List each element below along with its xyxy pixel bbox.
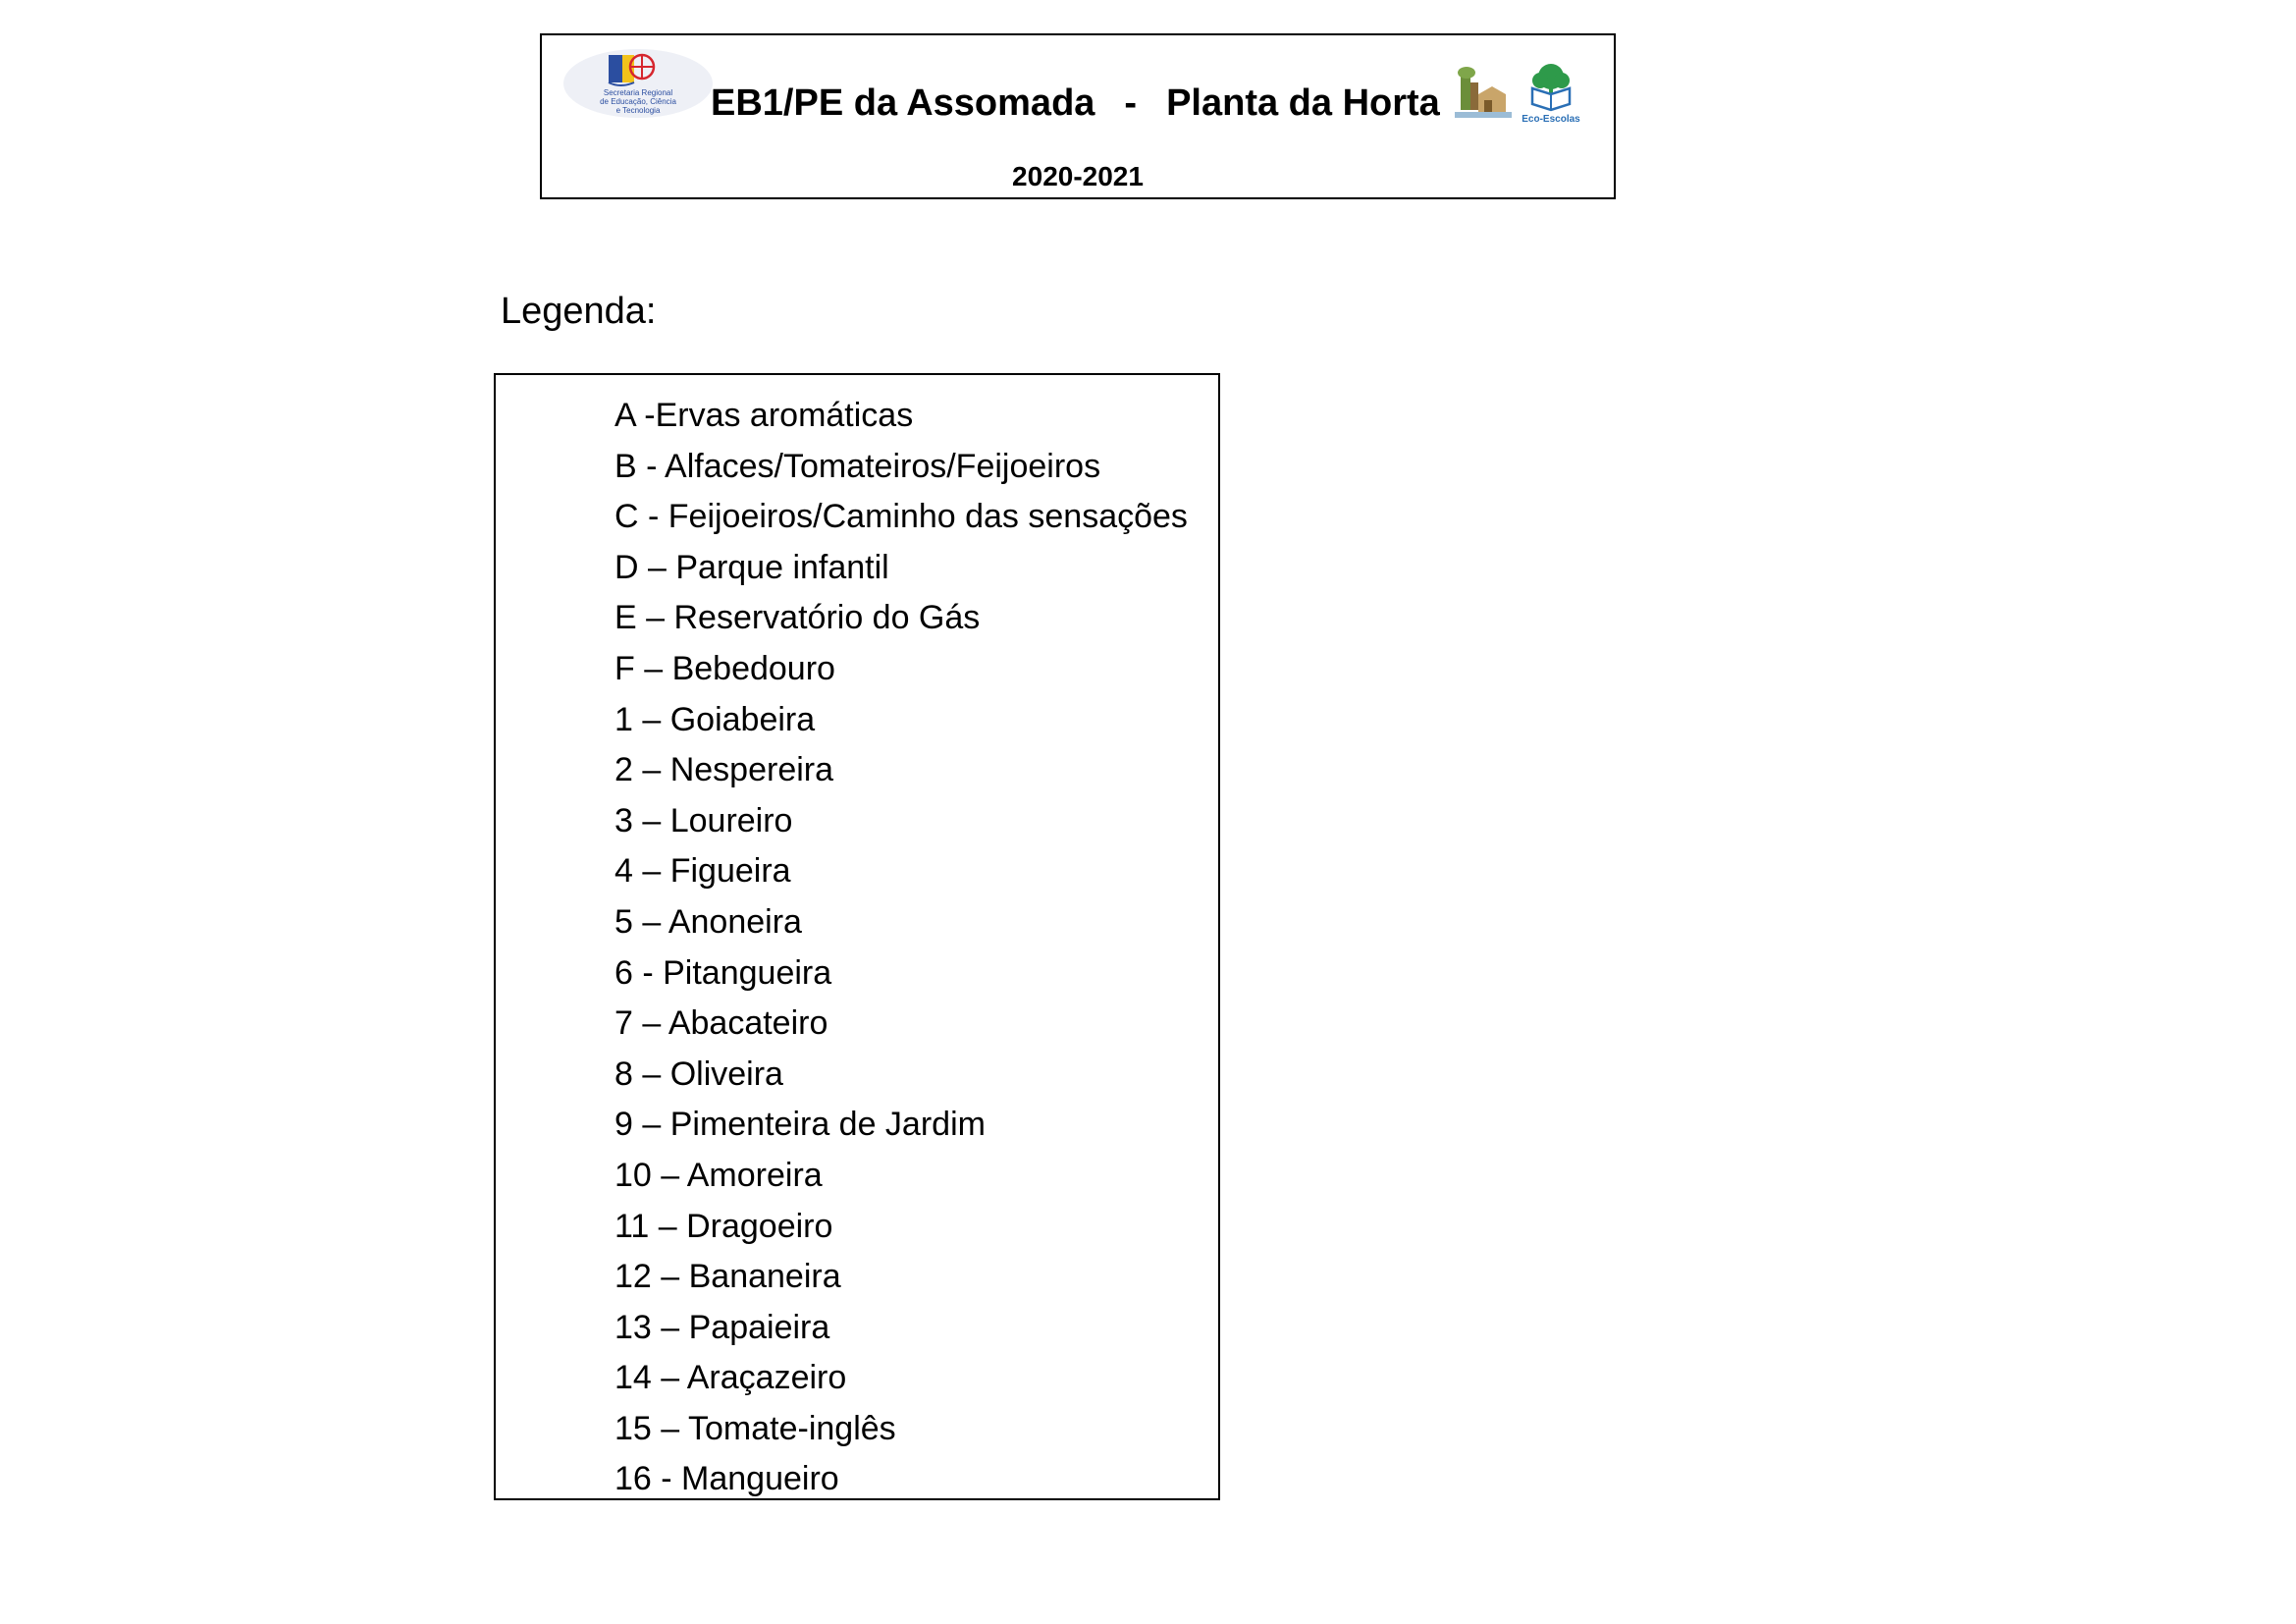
legend-heading: Legenda: [501, 291, 657, 332]
legend-item: C - Feijoeiros/Caminho das sensações [614, 498, 1188, 536]
legend-item: 16 - Mangueiro [614, 1460, 839, 1498]
legend-item: D – Parque infantil [614, 548, 889, 586]
legend-list [614, 391, 1188, 1505]
legend-item: B - Alfaces/Tomateiros/Feijoeiros [614, 447, 1101, 485]
legend-item: 3 – Loureiro [614, 801, 793, 839]
school-name: EB1/PE da Assomada [711, 82, 1095, 124]
legend-item: 2 – Nespereira [614, 751, 834, 789]
legend-item: A -Ervas aromáticas [614, 397, 914, 434]
legend-item: F – Bebedouro [614, 649, 835, 687]
legend-item: 13 – Papaieira [614, 1308, 830, 1346]
legend-item: 12 – Bananeira [614, 1258, 841, 1296]
legend-item: 11 – Dragoeiro [614, 1207, 833, 1245]
legend-item: 15 – Tomate-inglês [614, 1409, 896, 1447]
legend-item: 14 – Araçazeiro [614, 1359, 847, 1397]
eco-escolas-text: Eco-Escolas [1522, 114, 1580, 125]
legend-item: E – Reservatório do Gás [614, 599, 981, 637]
document-subject: Planta da Horta [1166, 82, 1440, 124]
legend-item: 4 – Figueira [614, 852, 791, 891]
school-garden-logo [1453, 65, 1514, 124]
legend-item: 5 – Anoneira [614, 902, 802, 941]
logo-text-line-2: de Educação, Ciência [600, 97, 676, 106]
title-separator: - [1124, 82, 1138, 124]
regional-secretariat-logo [561, 47, 715, 120]
legend-item: 8 – Oliveira [614, 1055, 783, 1093]
legend-box [494, 373, 1220, 1500]
page-title [711, 84, 1440, 122]
logo-text-line-1: Secretaria Regional [603, 88, 673, 97]
legend-item: 1 – Goiabeira [614, 700, 816, 738]
logo-text-line-3: e Tecnologia [615, 106, 661, 115]
legend-item: 6 - Pitangueira [614, 953, 832, 992]
legend-item: 10 – Amoreira [614, 1156, 823, 1194]
legend-item: 7 – Abacateiro [614, 1004, 828, 1043]
header-box [540, 33, 1616, 199]
eco-escolas-logo [1519, 61, 1583, 126]
school-year: 2020-2021 [1012, 161, 1144, 191]
legend-item: 9 – Pimenteira de Jardim [614, 1106, 986, 1144]
